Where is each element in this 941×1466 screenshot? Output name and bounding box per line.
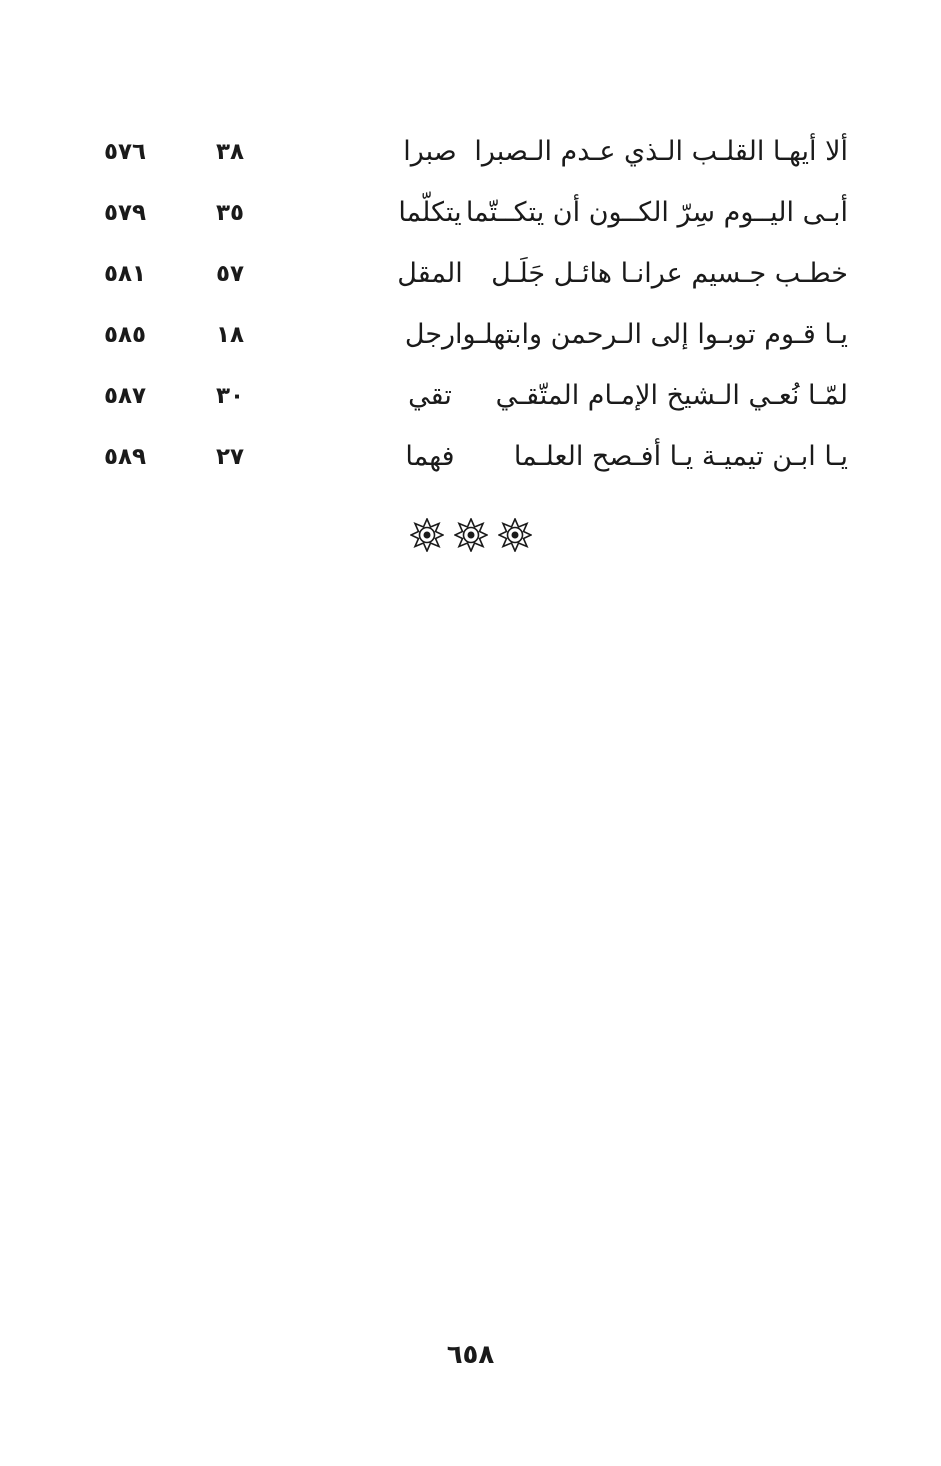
index-row bbox=[60, 368, 860, 429]
star-ornament-icon bbox=[410, 518, 444, 552]
index-row bbox=[60, 246, 860, 307]
poem-opening-line: يـا قـوم توبـوا إلى الـرحمن وابتهلـوا bbox=[455, 319, 848, 350]
verse-count: ٣٠ bbox=[215, 383, 245, 409]
rhyme-word: المقل bbox=[397, 258, 463, 289]
poem-opening-line: خطـب جـسيم عرانـا هائـل جَلَـل bbox=[491, 258, 848, 289]
page-number: ٦٥٨ bbox=[446, 1340, 495, 1370]
rhyme-word: صبرا bbox=[403, 136, 457, 167]
star-ornament-icon bbox=[454, 518, 488, 552]
poem-index-table bbox=[60, 124, 860, 490]
index-row bbox=[60, 307, 860, 368]
page-reference: ٥٨١ bbox=[103, 261, 147, 287]
rhyme-word: فهما bbox=[405, 441, 455, 472]
index-row bbox=[60, 429, 860, 490]
page-reference: ٥٨٥ bbox=[103, 322, 147, 348]
page-reference: ٥٨٩ bbox=[103, 444, 147, 470]
poem-opening-line: لمّـا نُعـي الـشيخ الإمـام المتّقـي bbox=[495, 380, 848, 411]
verse-count: ١٨ bbox=[215, 322, 245, 348]
section-divider bbox=[0, 518, 941, 552]
verse-count: ٥٧ bbox=[215, 261, 245, 287]
page-reference: ٥٨٧ bbox=[103, 383, 147, 409]
index-row bbox=[60, 124, 860, 185]
verse-count: ٣٨ bbox=[215, 139, 245, 165]
page-reference: ٥٧٩ bbox=[103, 200, 147, 226]
poem-opening-line: ألا أيهـا القلـب الـذي عـدم الـصبرا bbox=[474, 136, 848, 167]
star-ornament-icon bbox=[498, 518, 532, 552]
rhyme-word: تقي bbox=[408, 380, 452, 411]
rhyme-word: رجل bbox=[404, 319, 456, 350]
verse-count: ٢٧ bbox=[215, 444, 245, 470]
rhyme-word: يتكلّما bbox=[398, 197, 462, 228]
page-reference: ٥٧٦ bbox=[103, 139, 147, 165]
index-row bbox=[60, 185, 860, 246]
poem-opening-line: يـا ابـن تيميـة يـا أفـصح العلـما bbox=[513, 441, 848, 472]
verse-count: ٣٥ bbox=[215, 200, 245, 226]
poem-opening-line: أبـى اليــوم سِرّ الكــون أن يتكــتّما bbox=[465, 197, 848, 228]
